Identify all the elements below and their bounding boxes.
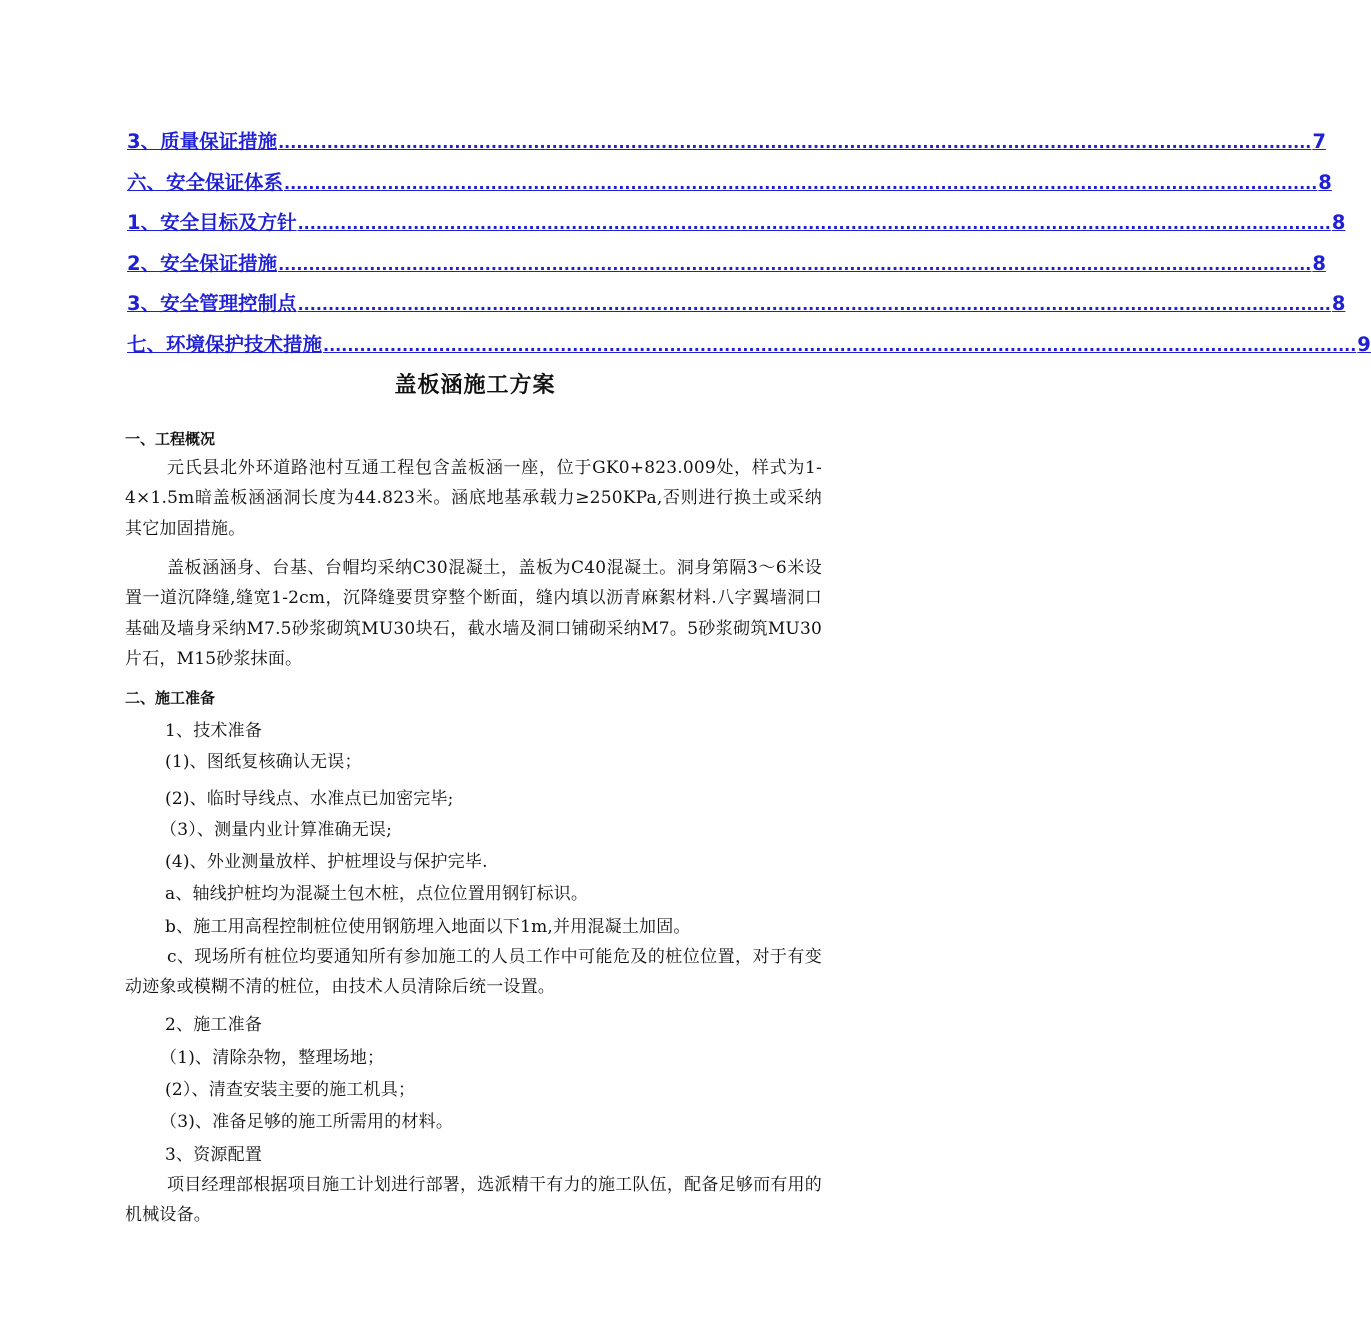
subheading-tech-prep: 1、技术准备 [165, 721, 263, 741]
toc-entry-quality-measures[interactable] [127, 126, 1326, 167]
toc-dot-leader: .......................................................................................................................................................................... [323, 335, 1357, 355]
list-item: (4)、外业测量放样、护桩埋设与保护完毕. [165, 852, 488, 872]
list-item: c、现场所有桩位均要通知所有参加施工的人员工作中可能危及的桩位位置，对于有变动迹象或模糊不清的桩位，由技术人员清除后统一设置。 [125, 947, 822, 998]
list-item: (2）、清查安装主要的施工机具； [165, 1080, 416, 1100]
toc-entry-safety-goals[interactable] [127, 207, 1346, 248]
toc-entry-page: 8 [1318, 170, 1332, 194]
toc-dot-leader: .......................................................................................................................................................................... [284, 173, 1318, 193]
toc-entry-label: 六、安全保证体系 [127, 170, 284, 194]
list-item: (1)、图纸复核确认无误； [165, 752, 362, 772]
toc-entry-page: 7 [1312, 130, 1326, 153]
toc-entry-label: 七、环境保护技术措施 [127, 332, 323, 356]
document-title: 盖板涵施工方案 [394, 373, 556, 398]
toc-entry-page: 8 [1312, 251, 1326, 275]
section-heading-preparation: 二、施工准备 [125, 689, 216, 707]
toc-entry-safety-control-points[interactable] [127, 288, 1346, 329]
toc-entry-label: 3、安全管理控制点 [127, 292, 297, 316]
overview-paragraph-2: 盖板涵涵身、台基、台帽均采纳C30混凝土，盖板为C40混凝土。洞身第隔3～6米设置一道沉降缝,缝宽1-2cm，沉降缝要贯穿整个断面，缝内填以沥青麻絮材料.八字翼墙洞口基础及墙身采纳M7.5砂浆砌筑MU30块石，截水墙及洞口铺砌采纳M7。5砂浆砌筑MU30片石，M15砂浆抹面。 [125, 558, 822, 669]
toc-entry-environment-protection[interactable] [127, 329, 1371, 370]
overview-paragraph-1: 元氏县北外环道路池村互通工程包含盖板涵一座，位于GK0+823.009处，样式为1-4×1.5m暗盖板涵涵洞长度为44.823米。涵底地基承载力≥250KPa,否则进行换土或采纳其它加固措施。 [125, 458, 822, 539]
toc-entry-page: 9 [1357, 332, 1371, 356]
toc-entry-safety-measures[interactable] [127, 248, 1326, 289]
toc-dot-leader: .......................................................................................................................................................................... [278, 254, 1312, 274]
list-item: （3）、测量内业计算准确无误; [160, 820, 393, 840]
subheading-construction-prep: 2、施工准备 [165, 1015, 263, 1035]
toc-entry-page: 8 [1331, 292, 1346, 316]
list-item: a、轴线护桩均为混凝土包木桩，点位位置用钢钉标识。 [165, 884, 589, 904]
toc-dot-leader: .......................................................................................................................................................................... [297, 214, 1331, 234]
list-item: （1)、清除杂物，整理场地； [160, 1048, 385, 1068]
list-item: （3)、准备足够的施工所需用的材料。 [160, 1112, 454, 1132]
toc-dot-leader: .......................................................................................................................................................................... [278, 133, 1312, 152]
toc-entry-page: 8 [1331, 211, 1346, 235]
list-item: (2)、临时导线点、水准点已加密完毕; [165, 789, 454, 809]
list-item: b、施工用高程控制桩位使用钢筋埋入地面以下1m,并用混凝土加固。 [165, 917, 691, 937]
toc-entry-label: 3、质量保证措施 [127, 130, 278, 153]
section-heading-overview: 一、工程概况 [125, 430, 216, 448]
subheading-resources: 3、资源配置 [165, 1145, 263, 1165]
table-of-contents [127, 126, 1371, 370]
toc-entry-label: 2、安全保证措施 [127, 251, 278, 275]
toc-entry-safety-system[interactable] [127, 167, 1332, 208]
toc-dot-leader: .......................................................................................................................................................................... [297, 295, 1331, 315]
toc-entry-label: 1、安全目标及方针 [127, 211, 297, 235]
resources-paragraph: 项目经理部根据项目施工计划进行部署，选派精干有力的施工队伍，配备足够而有用的机械设备。 [125, 1175, 822, 1226]
